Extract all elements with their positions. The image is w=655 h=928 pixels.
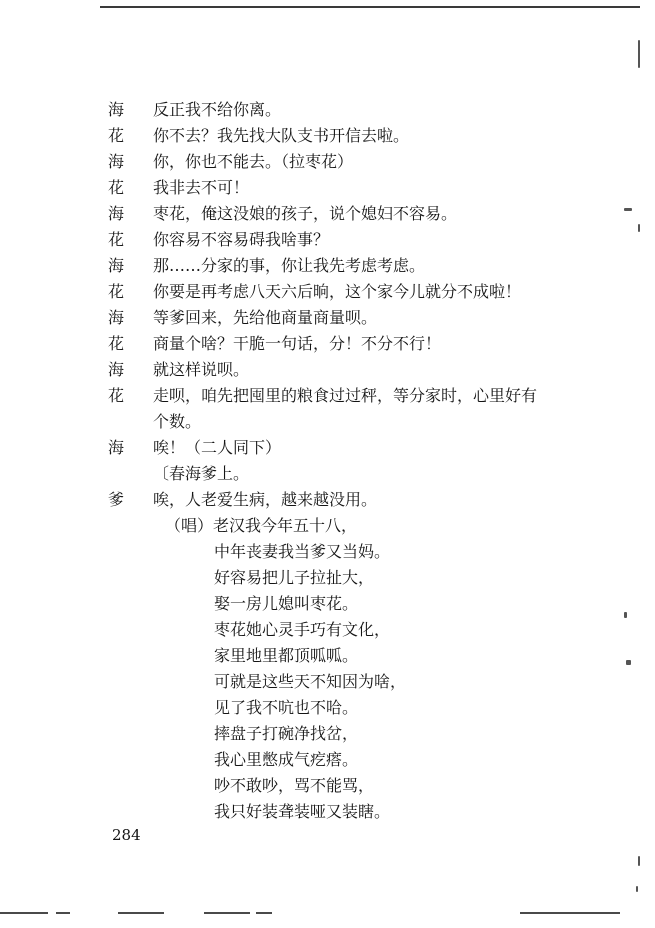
speaker-label: 海: [108, 360, 125, 379]
speaker-label: 海: [108, 204, 125, 223]
line-text: 娶一房儿媳叫枣花。: [214, 594, 359, 613]
page-number: 284: [112, 826, 141, 844]
line-text: 我非去不可！: [153, 178, 250, 197]
line-text: 〔春海爹上。: [153, 464, 250, 483]
line-text: 你不去？我先找大队支书开信去啦。: [153, 126, 410, 145]
speaker-label: 花: [108, 282, 125, 301]
line-text: 家里地里都顶呱呱。: [214, 646, 359, 665]
scan-speck: [638, 40, 640, 68]
line-text: 个数。: [153, 412, 202, 431]
line-text: 就这样说呗。: [153, 360, 250, 379]
line-text: 商量个啥？干脆一句话，分！不分不行！: [153, 334, 442, 353]
scan-speck: [626, 660, 631, 665]
scan-speck: [638, 856, 640, 866]
speaker-label: 花: [108, 386, 125, 405]
speaker-label: 花: [108, 334, 125, 353]
bottom-rule: [520, 912, 620, 914]
line-text: 唉，人老爱生病，越来越没用。: [153, 490, 378, 509]
line-text: 枣花，俺这没娘的孩子，说个媳妇不容易。: [153, 204, 458, 223]
line-text: 见了我不吭也不哈。: [214, 698, 359, 717]
speaker-label: 海: [108, 308, 125, 327]
scan-speck: [636, 886, 638, 892]
bottom-rule: [256, 912, 272, 914]
line-text: 你要是再考虑八天六后晌，这个家今儿就分不成啦！: [153, 282, 522, 301]
line-text: （唱）老汉我今年五十八，: [165, 516, 358, 535]
bottom-rule: [204, 912, 250, 914]
bottom-rule: [0, 912, 48, 914]
line-text: 唉！（二人同下）: [153, 438, 282, 457]
line-text: 你，你也不能去。（拉枣花）: [153, 152, 354, 171]
line-text: 反正我不给你离。: [153, 100, 282, 119]
scan-speck: [624, 612, 627, 618]
line-text: 吵不敢吵，骂不能骂，: [214, 776, 375, 795]
scan-speck: [638, 224, 640, 232]
speaker-label: 海: [108, 438, 125, 457]
line-text: 那……分家的事，你让我先考虑考虑。: [153, 256, 426, 275]
speaker-label: 海: [108, 100, 125, 119]
speaker-label: 爹: [108, 490, 125, 509]
bottom-rule: [118, 912, 164, 914]
line-text: 我只好装聋装哑又装瞎。: [214, 802, 391, 821]
line-text: 等爹回来，先给他商量商量呗。: [153, 308, 378, 327]
scan-speck: [624, 208, 632, 211]
line-text: 可就是这些天不知因为啥，: [214, 672, 407, 691]
line-text: 好容易把儿子拉扯大，: [214, 568, 375, 587]
speaker-label: 海: [108, 256, 125, 275]
line-text: 摔盘子打碗净找岔，: [214, 724, 359, 743]
line-text: 走呗，咱先把囤里的粮食过过秤，等分家时，心里好有: [153, 386, 538, 405]
speaker-label: 花: [108, 230, 125, 249]
line-text: 你容易不容易碍我啥事？: [153, 230, 330, 249]
line-text: 我心里憋成气疙瘩。: [214, 750, 359, 769]
speaker-label: 花: [108, 126, 125, 145]
line-text: 枣花她心灵手巧有文化，: [214, 620, 391, 639]
speaker-label: 海: [108, 152, 125, 171]
speaker-label: 花: [108, 178, 125, 197]
line-text: 中年丧妻我当爹又当妈。: [214, 542, 391, 561]
bottom-rule: [56, 912, 70, 914]
